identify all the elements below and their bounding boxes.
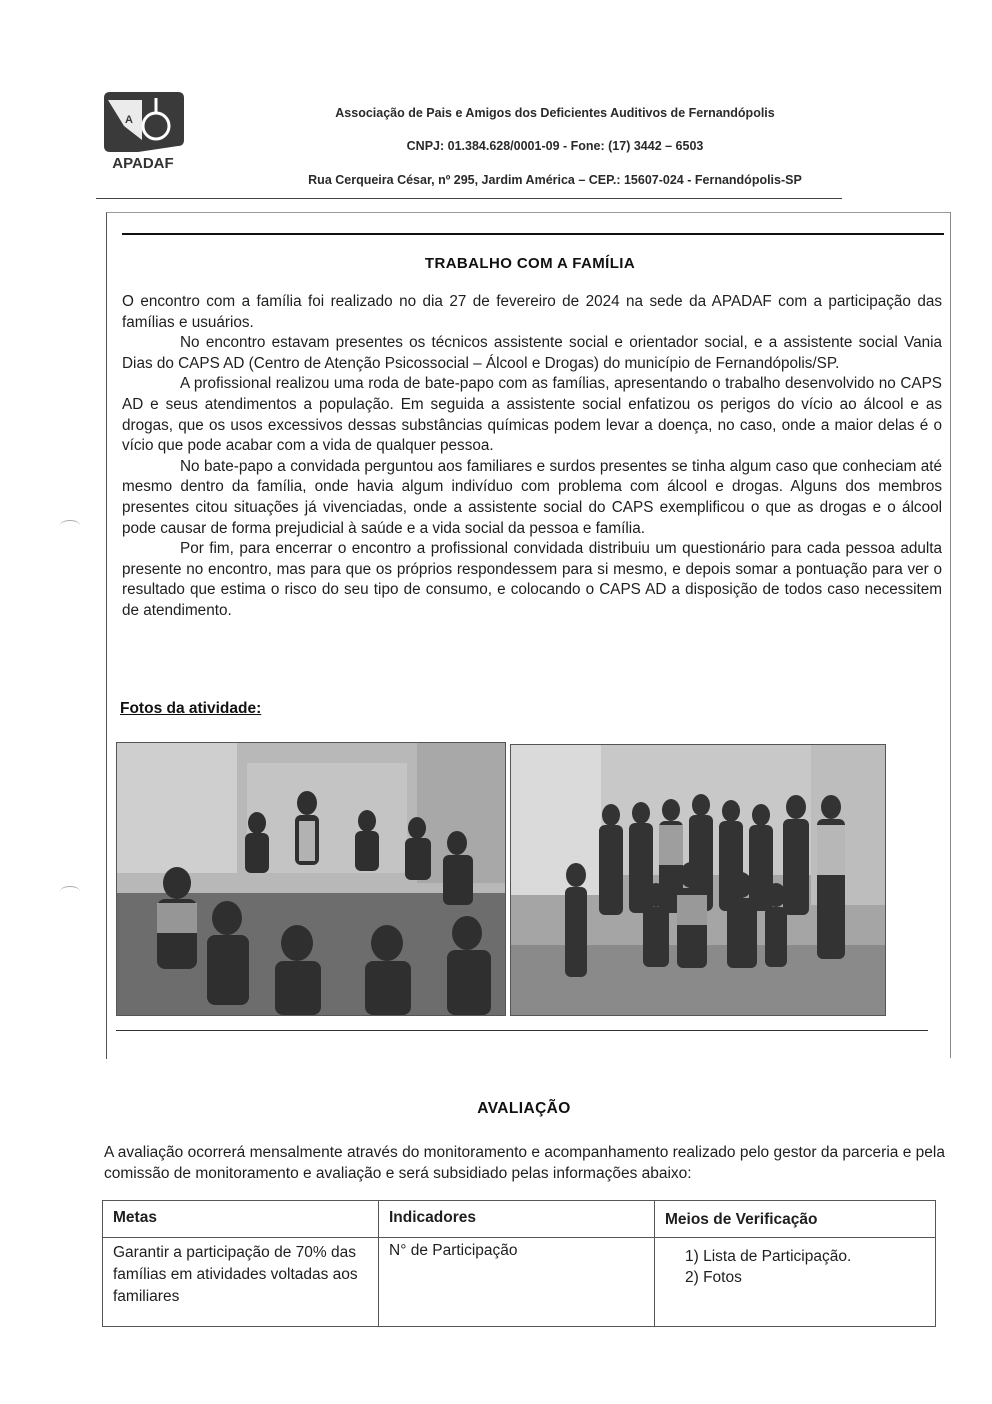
paragraph-4: No bate-papo a convidada perguntou aos familiares e surdos presentes se tinha algum caso que conheciam até mesmo dentro da família, onde havia algum indivíduo com problema com álcool e drogas. Alguns dos membros presentes citou situações já vivenciadas, onde a assistente social do CAPS exemplificou o que as drogas e o álcool pode causar de forma prejudicial à saúde e a vida social da pessoa e família. [122,457,942,537]
evaluation-intro-text: A avaliação ocorrerá mensalmente através do monitoramento e acompanhamento realizado pelo gestor da parceria e pela comissão de monitoramento e avaliação e será subsidiado pelas informações abaixo: [104,1144,945,1182]
evaluation-title: AVALIAÇÃO [477,1100,571,1117]
frame-top-rule [122,233,944,235]
paragraph-3: A profissional realizou uma roda de bate-papo com as famílias, apresentando o trabalho desenvolvido no CAPS AD e seus atendimentos a população. Em seguida a assistente social enfatizou os perigos do vício ao álcool e as drogas, que os usos excessivos dessas substâncias químicas podem levar a doença, no caso, onde a maior delas é o vício que pode acabar com a vida de qualquer pessoa. [122,375,942,455]
section-title: TRABALHO COM A FAMÍLIA [424,255,636,272]
logo-letter: A [125,114,133,126]
logo-text: APADAF [112,155,174,172]
photos-label: Fotos da atividade: [120,700,262,717]
cell-meta: Garantir a participação de 70% das famílias em atividades voltadas aos familiares [103,1238,379,1327]
table-row [103,1238,936,1327]
meios-item-2: 2) Fotos [685,1269,742,1286]
paragraph-5: Por fim, para encerrar o encontro a profissional convidada distribuiu um questionário para cada pessoa adulta presente no encontro, mas para que os próprios respondessem para si mesmo, e depois somar a pontuação para ver o resultado que estima o risco do seu tipo de consumo, e colocando o CAPS AD a disposição de todos caso necessitem de atendimento. [122,540,942,619]
paragraph-1: O encontro com a família foi realizado no dia 27 de fevereiro de 2024 na sede da APADAF com a participação das famílias e usuários. [122,293,942,331]
section-body [122,292,942,622]
header-metas: Metas [103,1201,379,1238]
cell-meios [655,1238,936,1327]
paragraph-2: No encontro estavam presentes os técnicos assistente social e orientador social, e a assistente social Vania Dias do CAPS AD (Centro de Atenção Psicossocial – Álcool e Drogas) do município de Fernandópolis/SP. [122,334,942,372]
evaluation-intro [104,1142,946,1184]
content-frame-right-edge [950,212,951,1058]
apadaf-logo [98,90,188,172]
header-indicadores: Indicadores [379,1201,655,1238]
meios-item-1: 1) Lista de Participação. [685,1248,852,1265]
address: Rua Cerqueira César, nº 295, Jardim América – CEP.: 15607-024 - Fernandópolis-SP [308,173,802,187]
frame-bottom-rule [116,1030,928,1031]
activity-photo-1 [116,742,506,1016]
scan-artifact [60,886,80,897]
header-divider [96,198,842,199]
org-name: Associação de Pais e Amigos dos Deficientes Auditivos de Fernandópolis [335,106,775,120]
cell-indicador: N° de Participação [379,1238,655,1327]
scan-artifact [60,520,80,531]
activity-photo-2 [510,744,886,1016]
table-header-row [103,1201,936,1238]
header-meios: Meios de Verificação [655,1201,936,1238]
cnpj-phone: CNPJ: 01.384.628/0001-09 - Fone: (17) 3442 – 6503 [406,139,704,153]
evaluation-table [102,1200,936,1327]
